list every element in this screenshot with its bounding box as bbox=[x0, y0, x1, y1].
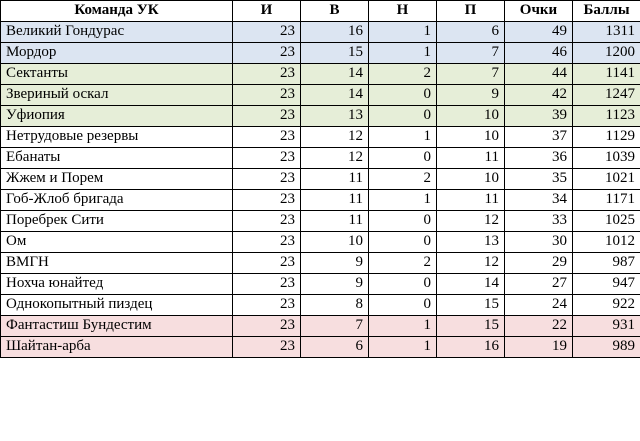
table-row bbox=[1, 148, 640, 169]
cell-points: 39 bbox=[505, 106, 573, 127]
cell-points: 35 bbox=[505, 169, 573, 190]
cell-points: 22 bbox=[505, 316, 573, 337]
table-row bbox=[1, 22, 640, 43]
cell-losses: 16 bbox=[437, 337, 505, 358]
cell-losses: 9 bbox=[437, 85, 505, 106]
cell-team: Уфиопия bbox=[1, 106, 233, 127]
cell-team: ВМГН bbox=[1, 253, 233, 274]
cell-games: 23 bbox=[233, 337, 301, 358]
cell-points: 49 bbox=[505, 22, 573, 43]
cell-wins: 11 bbox=[301, 190, 369, 211]
table-row bbox=[1, 295, 640, 316]
cell-points: 19 bbox=[505, 337, 573, 358]
cell-draws: 2 bbox=[369, 64, 437, 85]
table-row bbox=[1, 316, 640, 337]
table-row bbox=[1, 190, 640, 211]
cell-points: 30 bbox=[505, 232, 573, 253]
cell-losses: 13 bbox=[437, 232, 505, 253]
cell-draws: 0 bbox=[369, 211, 437, 232]
cell-score: 931 bbox=[573, 316, 640, 337]
column-header-draws: Н bbox=[369, 1, 437, 22]
cell-team: Ом bbox=[1, 232, 233, 253]
cell-wins: 10 bbox=[301, 232, 369, 253]
cell-score: 1129 bbox=[573, 127, 640, 148]
cell-games: 23 bbox=[233, 274, 301, 295]
cell-score: 947 bbox=[573, 274, 640, 295]
cell-score: 989 bbox=[573, 337, 640, 358]
cell-points: 42 bbox=[505, 85, 573, 106]
cell-losses: 11 bbox=[437, 148, 505, 169]
cell-draws: 0 bbox=[369, 295, 437, 316]
cell-team: Сектанты bbox=[1, 64, 233, 85]
cell-score: 1311 bbox=[573, 22, 640, 43]
cell-team: Однокопытный пиздец bbox=[1, 295, 233, 316]
table-row bbox=[1, 64, 640, 85]
cell-games: 23 bbox=[233, 295, 301, 316]
cell-losses: 12 bbox=[437, 253, 505, 274]
cell-draws: 0 bbox=[369, 85, 437, 106]
cell-draws: 1 bbox=[369, 127, 437, 148]
cell-wins: 7 bbox=[301, 316, 369, 337]
cell-score: 1123 bbox=[573, 106, 640, 127]
cell-games: 23 bbox=[233, 232, 301, 253]
cell-losses: 7 bbox=[437, 43, 505, 64]
cell-games: 23 bbox=[233, 106, 301, 127]
cell-draws: 1 bbox=[369, 337, 437, 358]
cell-wins: 14 bbox=[301, 64, 369, 85]
cell-team: Нетрудовые резервы bbox=[1, 127, 233, 148]
cell-team: Звериный оскал bbox=[1, 85, 233, 106]
cell-points: 37 bbox=[505, 127, 573, 148]
cell-score: 1025 bbox=[573, 211, 640, 232]
table-row bbox=[1, 274, 640, 295]
cell-draws: 0 bbox=[369, 106, 437, 127]
table-row bbox=[1, 106, 640, 127]
cell-draws: 1 bbox=[369, 43, 437, 64]
cell-points: 46 bbox=[505, 43, 573, 64]
cell-wins: 12 bbox=[301, 148, 369, 169]
table-body bbox=[1, 22, 640, 358]
cell-points: 24 bbox=[505, 295, 573, 316]
cell-games: 23 bbox=[233, 148, 301, 169]
cell-games: 23 bbox=[233, 85, 301, 106]
cell-score: 1021 bbox=[573, 169, 640, 190]
column-header-games: И bbox=[233, 1, 301, 22]
cell-score: 1012 bbox=[573, 232, 640, 253]
table-row bbox=[1, 211, 640, 232]
cell-games: 23 bbox=[233, 316, 301, 337]
cell-games: 23 bbox=[233, 211, 301, 232]
cell-games: 23 bbox=[233, 127, 301, 148]
cell-draws: 0 bbox=[369, 148, 437, 169]
cell-score: 1171 bbox=[573, 190, 640, 211]
cell-wins: 13 bbox=[301, 106, 369, 127]
cell-games: 23 bbox=[233, 22, 301, 43]
cell-losses: 10 bbox=[437, 127, 505, 148]
column-header-points: Очки bbox=[505, 1, 573, 22]
cell-score: 1141 bbox=[573, 64, 640, 85]
cell-draws: 0 bbox=[369, 274, 437, 295]
cell-score: 987 bbox=[573, 253, 640, 274]
column-header-wins: В bbox=[301, 1, 369, 22]
cell-points: 36 bbox=[505, 148, 573, 169]
cell-wins: 12 bbox=[301, 127, 369, 148]
table-row bbox=[1, 85, 640, 106]
cell-team: Шайтан-арба bbox=[1, 337, 233, 358]
cell-wins: 8 bbox=[301, 295, 369, 316]
cell-team: Фантастиш Бундестим bbox=[1, 316, 233, 337]
cell-wins: 9 bbox=[301, 274, 369, 295]
cell-losses: 15 bbox=[437, 295, 505, 316]
column-header-score: Баллы bbox=[573, 1, 640, 22]
cell-team: Жжем и Порем bbox=[1, 169, 233, 190]
cell-team: Гоб-Жлоб бригада bbox=[1, 190, 233, 211]
cell-points: 33 bbox=[505, 211, 573, 232]
cell-score: 1039 bbox=[573, 148, 640, 169]
cell-losses: 11 bbox=[437, 190, 505, 211]
table-header bbox=[1, 1, 640, 22]
cell-points: 44 bbox=[505, 64, 573, 85]
cell-losses: 12 bbox=[437, 211, 505, 232]
column-header-team: Команда УК bbox=[1, 1, 233, 22]
cell-wins: 9 bbox=[301, 253, 369, 274]
table-row bbox=[1, 169, 640, 190]
cell-points: 29 bbox=[505, 253, 573, 274]
cell-points: 27 bbox=[505, 274, 573, 295]
cell-draws: 1 bbox=[369, 190, 437, 211]
cell-wins: 14 bbox=[301, 85, 369, 106]
table-row bbox=[1, 127, 640, 148]
cell-games: 23 bbox=[233, 253, 301, 274]
cell-losses: 15 bbox=[437, 316, 505, 337]
cell-wins: 6 bbox=[301, 337, 369, 358]
cell-points: 34 bbox=[505, 190, 573, 211]
cell-team: Нохча юнайтед bbox=[1, 274, 233, 295]
cell-score: 1200 bbox=[573, 43, 640, 64]
table-row bbox=[1, 253, 640, 274]
cell-wins: 16 bbox=[301, 22, 369, 43]
cell-team: Великий Гондурас bbox=[1, 22, 233, 43]
cell-wins: 11 bbox=[301, 169, 369, 190]
cell-team: Ебанаты bbox=[1, 148, 233, 169]
cell-losses: 7 bbox=[437, 64, 505, 85]
cell-losses: 10 bbox=[437, 106, 505, 127]
cell-draws: 0 bbox=[369, 232, 437, 253]
cell-losses: 6 bbox=[437, 22, 505, 43]
cell-draws: 1 bbox=[369, 22, 437, 43]
cell-games: 23 bbox=[233, 190, 301, 211]
cell-team: Поребрек Сити bbox=[1, 211, 233, 232]
cell-losses: 14 bbox=[437, 274, 505, 295]
cell-score: 922 bbox=[573, 295, 640, 316]
cell-score: 1247 bbox=[573, 85, 640, 106]
cell-draws: 2 bbox=[369, 169, 437, 190]
table-row bbox=[1, 43, 640, 64]
table-row bbox=[1, 337, 640, 358]
table-row bbox=[1, 232, 640, 253]
cell-wins: 15 bbox=[301, 43, 369, 64]
cell-losses: 10 bbox=[437, 169, 505, 190]
cell-draws: 2 bbox=[369, 253, 437, 274]
cell-games: 23 bbox=[233, 169, 301, 190]
cell-wins: 11 bbox=[301, 211, 369, 232]
column-header-losses: П bbox=[437, 1, 505, 22]
cell-draws: 1 bbox=[369, 316, 437, 337]
cell-team: Мордор bbox=[1, 43, 233, 64]
cell-games: 23 bbox=[233, 43, 301, 64]
header-row bbox=[1, 1, 640, 22]
cell-games: 23 bbox=[233, 64, 301, 85]
